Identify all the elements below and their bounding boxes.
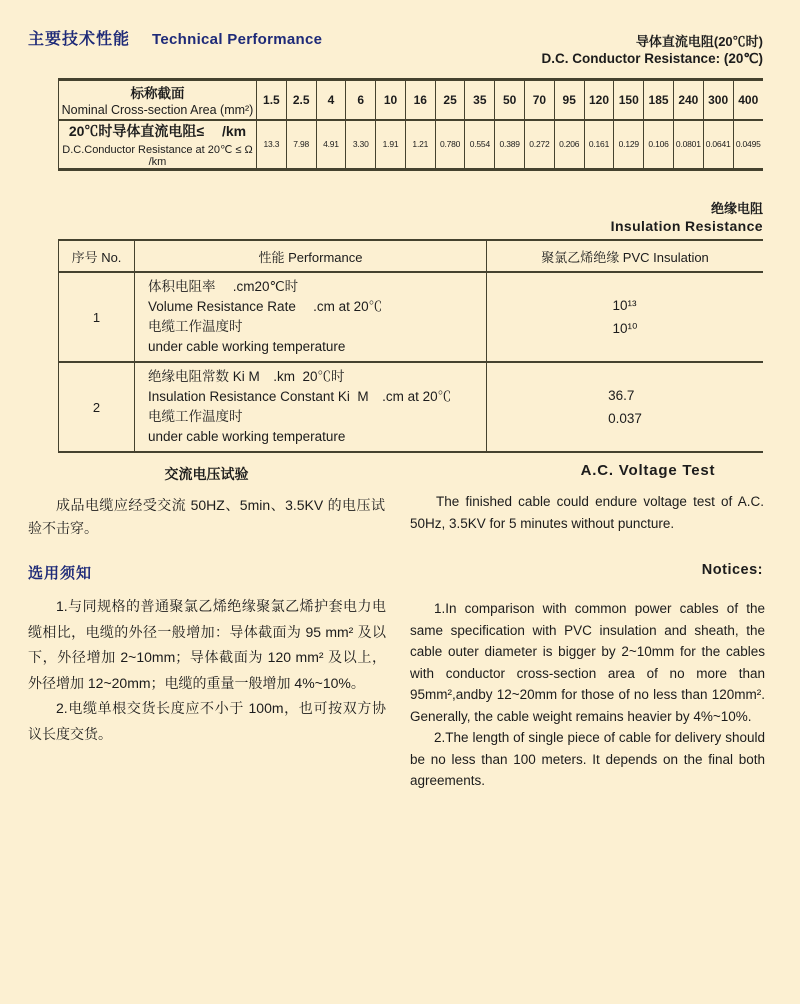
area-cell: 95 — [554, 80, 584, 120]
notice-item-zh: 2.电缆单根交货长度应不小于 100m，也可按双方协议长度交货。 — [28, 700, 386, 742]
notice-item-zh: 1.与同规格的普通聚氯乙烯绝缘聚氯乙烯护套电力电缆相比，电缆的外径一般增加：导体截面为 95 mm² 及以下，外径增加 2~10mm；导体截面为 120 mm² 及以上，外径增加 12~20mm；电缆的重量一般增加 4%~10%。 — [28, 598, 386, 691]
table-row — [59, 80, 764, 120]
area-cell: 300 — [703, 80, 733, 120]
notice-item-en: 1.In comparison with common power cables of the same specification with PVC insulation and sheath, the cable outer diameter is bigger by 2~10mm for the cables with conductor cross-section area of no more than 95mm²,andby 12~20mm for those of no less than 120mm². Generally, the cable weight remains heavier by 4%~10%. — [410, 601, 765, 724]
resistance-cell: 0.780 — [435, 120, 465, 170]
col-header-no: 序号 No. — [59, 240, 135, 272]
performance-cell — [135, 272, 487, 362]
insulation-table — [58, 239, 763, 453]
performance-line: under cable working temperature — [148, 429, 346, 444]
ac-voltage-test-zh — [28, 464, 385, 540]
area-label-zh: 标称截面 — [130, 86, 185, 102]
resistance-label-cell — [59, 120, 257, 170]
notices-body-zh — [28, 594, 386, 747]
table-header-row — [59, 240, 764, 272]
performance-line: 电缆工作温度时 — [148, 409, 243, 424]
performance-line: Volume Resistance Rate .cm at 20℃ — [148, 299, 383, 314]
area-cell: 35 — [465, 80, 495, 120]
area-label-en: Nominal Cross-section Area (mm²) — [61, 103, 254, 118]
area-cell: 2.5 — [286, 80, 316, 120]
resistance-cell: 0.129 — [614, 120, 644, 170]
area-cell: 150 — [614, 80, 644, 120]
dc-resistance-table — [58, 78, 763, 171]
area-cell: 1.5 — [257, 80, 287, 120]
resistance-cell: 1.91 — [376, 120, 406, 170]
performance-line: Insulation Resistance Constant Ki M .cm at 20℃ — [148, 389, 452, 404]
row-no: 2 — [59, 362, 135, 452]
performance-cell — [135, 362, 487, 452]
col-header-performance: 性能 Performance — [135, 240, 487, 272]
pvc-value: 0.037 — [608, 411, 642, 426]
page-title — [28, 26, 322, 49]
dc-resistance-heading-en: D.C. Conductor Resistance: (20℃) — [541, 51, 763, 66]
area-cell: 4 — [316, 80, 346, 120]
area-cell: 70 — [525, 80, 555, 120]
page-title-en: Technical Performance — [152, 31, 323, 48]
area-cell: 400 — [733, 80, 763, 120]
resistance-cell: 0.0801 — [673, 120, 703, 170]
resistance-cell: 13.3 — [257, 120, 287, 170]
pvc-value: 10¹⁰ — [612, 321, 638, 336]
resistance-cell: 7.98 — [286, 120, 316, 170]
insulation-heading-en: Insulation Resistance — [610, 218, 763, 234]
ac-test-heading-en: A.C. Voltage Test — [580, 462, 716, 479]
ac-voltage-test-en — [410, 462, 764, 535]
resistance-cell: 0.161 — [584, 120, 614, 170]
pvc-value: 36.7 — [608, 388, 635, 403]
ac-test-body-zh: 成品电缆应经受交流 50HZ、5min、3.5KV 的电压试验不击穿。 — [28, 497, 385, 536]
resistance-cell: 0.0495 — [733, 120, 763, 170]
notices-heading-zh: 选用须知 — [28, 565, 93, 582]
resistance-cell: 0.554 — [465, 120, 495, 170]
resistance-cell: 3.30 — [346, 120, 376, 170]
area-cell: 25 — [435, 80, 465, 120]
performance-line: 体积电阻率 .cm20℃时 — [148, 279, 299, 294]
notices-body-en — [410, 598, 765, 792]
ac-test-heading-zh: 交流电压试验 — [164, 466, 249, 482]
performance-line: under cable working temperature — [148, 339, 346, 354]
dc-resistance-heading-zh: 导体直流电阻(20℃时) — [635, 34, 763, 49]
table-row — [59, 272, 764, 362]
page-title-zh: 主要技术性能 — [28, 31, 131, 48]
resistance-cell: 0.389 — [495, 120, 525, 170]
resistance-cell: 1.21 — [405, 120, 435, 170]
resistance-label-en: D.C.Conductor Resistance at 20℃ ≤ Ω /km — [62, 143, 256, 168]
notice-item-en: 2.The length of single piece of cable for delivery should be no less than 100 meters. It depends on the final both agreements. — [410, 730, 765, 788]
resistance-cell: 0.206 — [554, 120, 584, 170]
performance-line: 电缆工作温度时 — [148, 319, 243, 334]
notices-heading-en: Notices: — [701, 562, 763, 578]
performance-line: 绝缘电阻常数 Ki M .km 20℃时 — [148, 369, 345, 384]
pvc-value: 10¹³ — [612, 298, 637, 313]
pvc-value-cell — [487, 272, 764, 362]
area-cell: 185 — [644, 80, 674, 120]
area-cell: 16 — [405, 80, 435, 120]
resistance-cell: 4.91 — [316, 120, 346, 170]
area-cell: 120 — [584, 80, 614, 120]
area-cell: 10 — [376, 80, 406, 120]
area-cell: 50 — [495, 80, 525, 120]
row-no: 1 — [59, 272, 135, 362]
area-cell: 6 — [346, 80, 376, 120]
table-row — [59, 120, 764, 170]
area-label-cell — [59, 80, 257, 120]
resistance-cell: 0.272 — [525, 120, 555, 170]
pvc-value-cell — [487, 362, 764, 452]
insulation-heading-zh: 绝缘电阻 — [710, 201, 763, 216]
resistance-cell: 0.106 — [644, 120, 674, 170]
resistance-cell: 0.0641 — [703, 120, 733, 170]
dc-resistance-heading — [542, 33, 763, 68]
ac-test-body-en: The finished cable could endure voltage test of A.C. 50Hz, 3.5KV for 5 minutes without puncture. — [410, 494, 764, 531]
insulation-heading — [611, 200, 763, 236]
col-header-pvc-insulation: 聚氯乙烯绝缘 PVC Insulation — [487, 240, 764, 272]
resistance-label-zh: 20℃时导体直流电阻≤ /km — [68, 122, 247, 139]
area-cell: 240 — [673, 80, 703, 120]
table-row — [59, 362, 764, 452]
